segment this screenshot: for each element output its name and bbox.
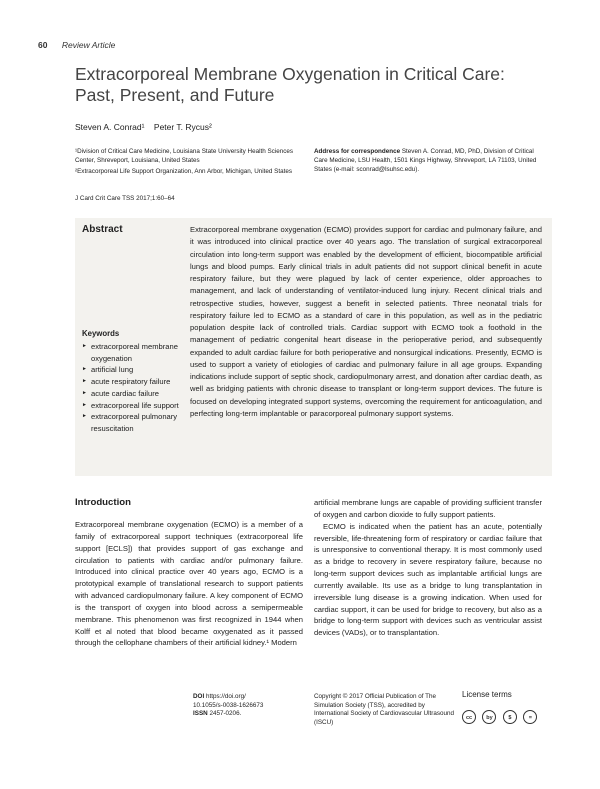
keyword-item: ► acute cardiac failure (82, 388, 182, 400)
author-list: Steven A. Conrad¹ Peter T. Rycus² (75, 122, 212, 132)
correspondence-address (314, 147, 549, 174)
abstract-text: Extracorporeal membrane oxygenation (ECMO) provides support for cardiac and pulmonary failure, and it was introduced into clinical practice over 40 years ago. The translation of surgical extracorporeal circulation into long-term support was enabled by the development of efficient, biocompatible artificial lungs and blood pumps. Early clinical trials in adult patients did not support clinical benefit in acute respiratory failure, but they were plagued by lack of center experience, older approaches to management, and lack of understanding of ventilator-induced lung injury. Recent clinical trials and retrospective studies, however, suggest a benefit in selected patients. Three neonatal trials for respiratory failure led to ECMO as a standard of care in this population, as well as in the pediatric population despite lack of controlled trials. Cardiac support with ECMO took a foothold in the management of pediatric congenital heart disease in the perioperative period, and subsequently expanded to adult cardiac failure for both perioperative and nonsurgical indications. Presently, ECMO is used to support a variety of etiologies of cardiac and pulmonary failure in all age groups. Expanding indications include support of septic shock, cardiopulmonary arrest, and donation after cardiac death, as well as bridging patients with chronic disease to transplant or long-term support devices. The future is focused on developing integrated support systems, overcoming the requirement for anticoagulation, and perfecting long-term implantable or paracorporeal pulmonary support systems. (190, 225, 542, 418)
abstract-heading: Abstract (82, 224, 123, 235)
address-label: Address for correspondence (314, 148, 401, 155)
keyword-item: ► extracorporeal pulmonary resuscitation (82, 411, 182, 434)
paragraph: ECMO is indicated when the patient has an acute, potentially reversible, life-threatening form of respiratory or cardiac failure that is unresponsive to conventional therapy. It is most commonly used as a bridge to recovery in severe respiratory failure, because no long-term support devices such as implantable artificial lungs are currently available. Its use as a bridge to lung transplantation in irreversible lung disease is a growing indication. When used for cardiac support, it can be used for bridge to recovery, but also as a bridge to long-term support with devices such as ventricular assist devices (VADs), or to transplantation. (314, 521, 542, 638)
body-column-right (314, 497, 542, 639)
keyword-list (82, 341, 182, 435)
keyword-item: ► extracorporeal life support (82, 400, 182, 412)
paragraph: artificial membrane lungs are capable of providing sufficient transfer of oxygen and carbon dioxide to fully support patients. (314, 498, 542, 519)
section-label: Review Article (61, 40, 116, 50)
running-head (38, 40, 115, 50)
cc-icon: cc (462, 710, 476, 724)
doi-label: DOI (193, 693, 205, 700)
doi-number: 10.1055/s-0038-1626673 (193, 701, 264, 709)
keywords-heading: Keywords (82, 329, 120, 338)
attribution-icon: by (482, 710, 496, 724)
noncommercial-icon: $ (503, 710, 517, 724)
address-text: Steven A. Conrad, MD, PhD, Division of Critical Care Medicine, LSU Health, 1501 Kings Highway, Shreveport, LA 71103, United States (e-mail: sconrad@lsuhsc.edu). (314, 148, 537, 173)
keyword-item: ► extracorporeal membrane oxygenation (82, 341, 182, 364)
keyword-item: ► acute respiratory failure (82, 376, 182, 388)
license-icons (462, 706, 544, 721)
affiliation-2: ²Extracorporeal Life Support Organization, Ann Arbor, Michigan, United States (75, 168, 293, 175)
article-title: Extracorporeal Membrane Oxygenation in Critical Care: Past, Present, and Future (75, 64, 505, 105)
section-heading: Introduction (75, 497, 131, 508)
page-number: 60 (38, 40, 48, 50)
noderivatives-icon: = (523, 710, 537, 724)
issn-number: 2457-0206. (209, 710, 242, 718)
license-heading: License terms (462, 690, 512, 699)
affiliation-1: ¹Division of Critical Care Medicine, Louisiana State University Health Sciences Center, Shreveport, Louisiana, United States (75, 148, 294, 164)
body-column-left: Extracorporeal membrane oxygenation (ECMO) is a member of a family of extracorporeal support techniques (extracorporeal life support [ECLS]) that provides support of gas exchange and circulation to patients with cardiac and/or pulmonary failure. Introduced into clinical practice over 40 years ago, ECMO is a prototypical example of translational research to support patients with advanced cardiopulmonary failure. A key component of ECMO is the transport of oxygen into blood across a semipermeable membrane. This phenomenon was first recognized in 1944 when Kolff et al noted that blood became oxygenated as it passed through the cellophane chambers of their artificial kidney.¹ Modern (75, 520, 303, 648)
journal-reference: J Card Crit Care TSS 2017;1:60–64 (75, 195, 175, 202)
doi-block (193, 693, 303, 719)
doi-link[interactable]: https://doi.org/ (205, 693, 246, 700)
keyword-item: ► artificial lung (82, 364, 182, 376)
copyright-notice: Copyright © 2017 Official Publication of The Simulation Society (TSS), accredited by International Society of Cardiovascular Ultrasound (ISCU) (314, 693, 455, 727)
issn-label: ISSN (193, 710, 208, 718)
